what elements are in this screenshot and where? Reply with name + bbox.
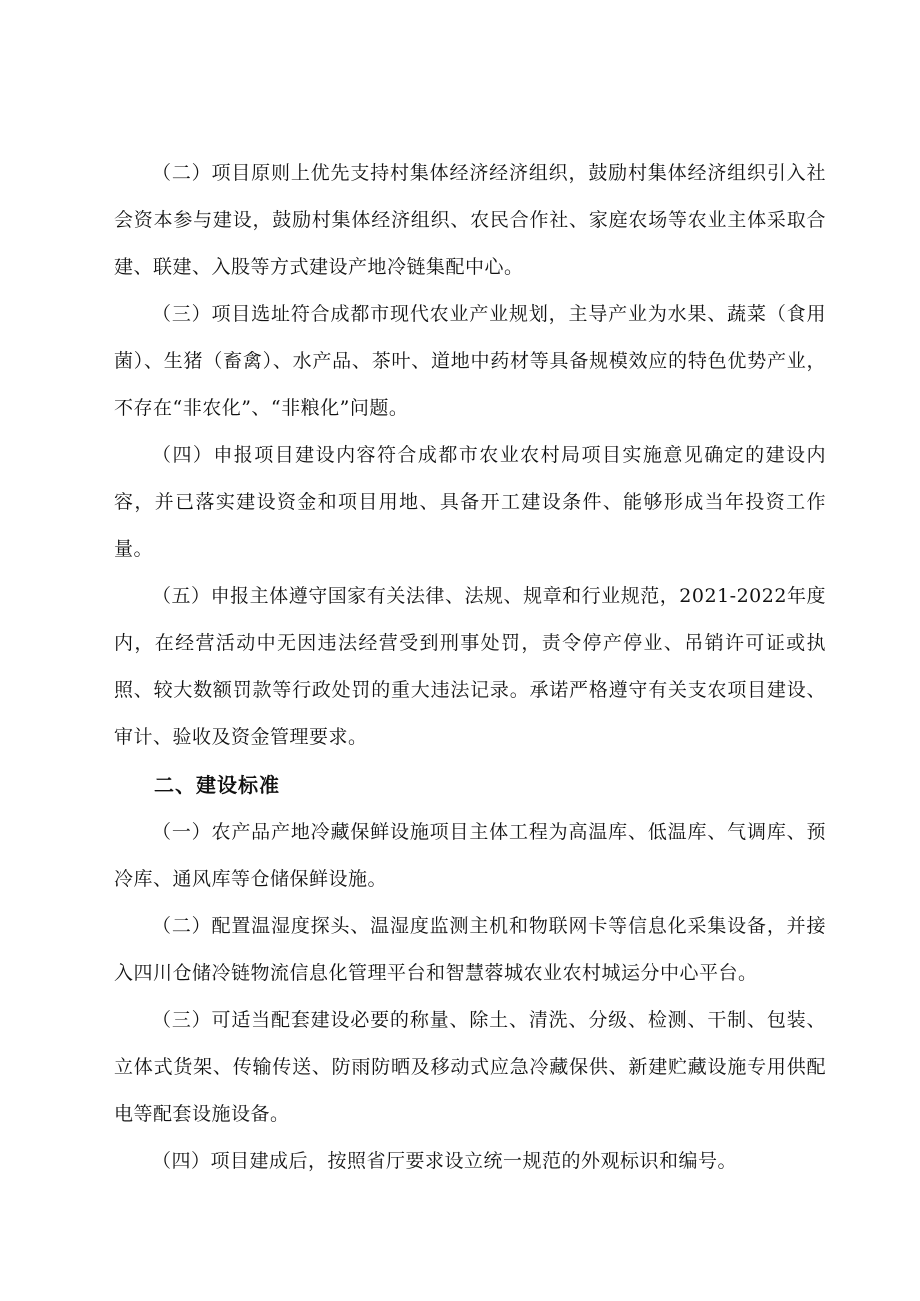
paragraph-item-2: （二）项目原则上优先支持村集体经济经济组织，鼓励村集体经济组织引入社会资本参与建设，鼓励村集体经济组织、农民合作社、家庭农场等农业主体采取合建、联建、入股等方式建设产地冷链集配中心。 xyxy=(114,162,826,278)
standard-item-3: （三）可适当配套建设必要的称量、除土、清洗、分级、检测、干制、包装、立体式货架、传输传送、防雨防晒及移动式应急冷藏保供、新建贮藏设施专用供配电等配套设施设备。 xyxy=(114,1009,826,1125)
document-body xyxy=(114,150,826,1185)
paragraph-item-4: （四）申报项目建设内容符合成都市农业农村局项目实施意见确定的建设内容，并已落实建设资金和项目用地、具备开工建设条件、能够形成当年投资工作量。 xyxy=(114,444,826,560)
paragraph-item-5: （五）申报主体遵守国家有关法律、法规、规章和行业规范，2021-2022年度内，在经营活动中无因违法经营受到刑事处罚，责令停产停业、吊销许可证或执照、较大数额罚款等行政处罚的重大违法记录。承诺严格遵守有关支农项目建设、审计、验收及资金管理要求。 xyxy=(114,585,826,748)
paragraph-item-3: （三）项目选址符合成都市现代农业产业规划，主导产业为水果、蔬菜（食用菌）、生猪（畜禽）、水产品、茶叶、道地中药材等具备规模效应的特色优势产业，不存在“非农化”、“非粮化”问题。 xyxy=(114,303,826,419)
standard-item-1: （一）农产品产地冷藏保鲜设施项目主体工程为高温库、低温库、气调库、预冷库、通风库等仓储保鲜设施。 xyxy=(114,821,826,890)
standard-item-2: （二）配置温湿度探头、温湿度监测主机和物联网卡等信息化采集设备，并接入四川仓储冷链物流信息化管理平台和智慧蓉城农业农村城运分中心平台。 xyxy=(114,915,826,984)
section-heading-construction-standards: 二、建设标准 xyxy=(154,773,280,797)
standard-item-4: （四）项目建成后，按照省厅要求设立统一规范的外观标识和编号。 xyxy=(152,1150,738,1172)
